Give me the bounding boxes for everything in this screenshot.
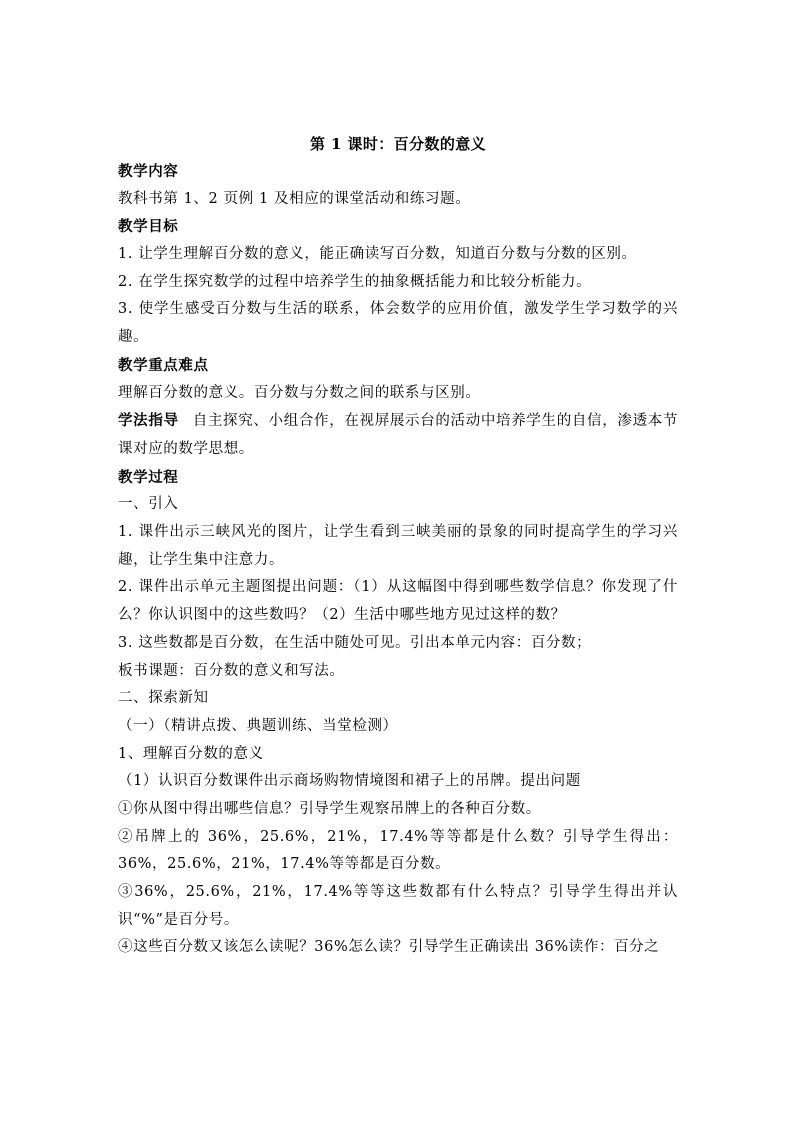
process-item: 板书课题：百分数的意义和写法。 bbox=[118, 662, 345, 679]
key-text: 理解百分数的意义。百分数与分数之间的联系与区别。 bbox=[118, 384, 481, 401]
goal-item: 3. 使学生感受百分数与生活的联系，体会数学的应用价值，激发学生学习数学的兴趣。 bbox=[118, 301, 678, 346]
process-item: ①你从图中得出哪些信息？引导学生观察吊牌上的各种百分数。 bbox=[118, 800, 541, 817]
method-text: 自主探究、小组合作，在视屏展示台的活动中培养学生的自信，渗透本节课对应的数学思想。 bbox=[118, 413, 679, 457]
process-item: 1、理解百分数的意义 bbox=[118, 745, 264, 762]
content-text: 教科书第 1、2 页例 1 及相应的课堂活动和练习题。 bbox=[118, 190, 471, 207]
method-label: 学法指导 bbox=[118, 412, 179, 430]
content-heading: 教学内容 bbox=[118, 163, 179, 180]
process-item: 1. 课件出示三峡风光的图片，让学生看到三峡美丽的景象的同时提高学生的学习兴趣，让学生集中注意力。 bbox=[118, 524, 678, 568]
document-body bbox=[118, 131, 678, 962]
method-paragraph bbox=[118, 407, 678, 463]
key-heading: 教学重点难点 bbox=[118, 356, 209, 374]
process-heading: 教学过程 bbox=[118, 468, 179, 486]
process-item: 3. 这些数都是百分数，在生活中随处可见。引出本单元内容：百分数； bbox=[118, 634, 592, 651]
process-item: 2. 课件出示单元主题图提出问题：（1）从这幅图中得到哪些数学信息？你发现了什么？你认识图中的这些数吗？（2）生活中哪些地方见过这样的数？ bbox=[118, 579, 678, 624]
lesson-title: 第 1 课时：百分数的意义 bbox=[309, 135, 487, 153]
process-item: 二、探索新知 bbox=[118, 690, 209, 707]
process-item: ②吊牌上的 36%，25.6%，21%，17.4%等等都是什么数？引导学生得出：36%，25.6%，21%，17.4%等等都是百分数。 bbox=[118, 828, 678, 873]
goal-item: 2. 在学生探究数学的过程中培养学生的抽象概括能力和比较分析能力。 bbox=[118, 273, 592, 290]
goal-item: 1. 让学生理解百分数的意义，能正确读写百分数，知道百分数与分数的区别。 bbox=[118, 246, 637, 263]
process-item: 一、引入 bbox=[118, 496, 179, 513]
process-item: （一）（精讲点拨、典题训练、当堂检测） bbox=[118, 717, 398, 734]
goals-heading: 教学目标 bbox=[118, 218, 179, 236]
process-item: ④这些百分数又该怎么读呢？36%怎么读？引导学生正确读出 36%读作：百分之 bbox=[118, 939, 660, 956]
process-item: ③36%，25.6%，21%，17.4%等等这些数都有什么特点？引导学生得出并认识“%”是百分号。 bbox=[118, 884, 678, 928]
process-item: （1）认识百分数课件出示商场购物情境图和裙子上的吊牌。提出问题 bbox=[118, 773, 581, 790]
